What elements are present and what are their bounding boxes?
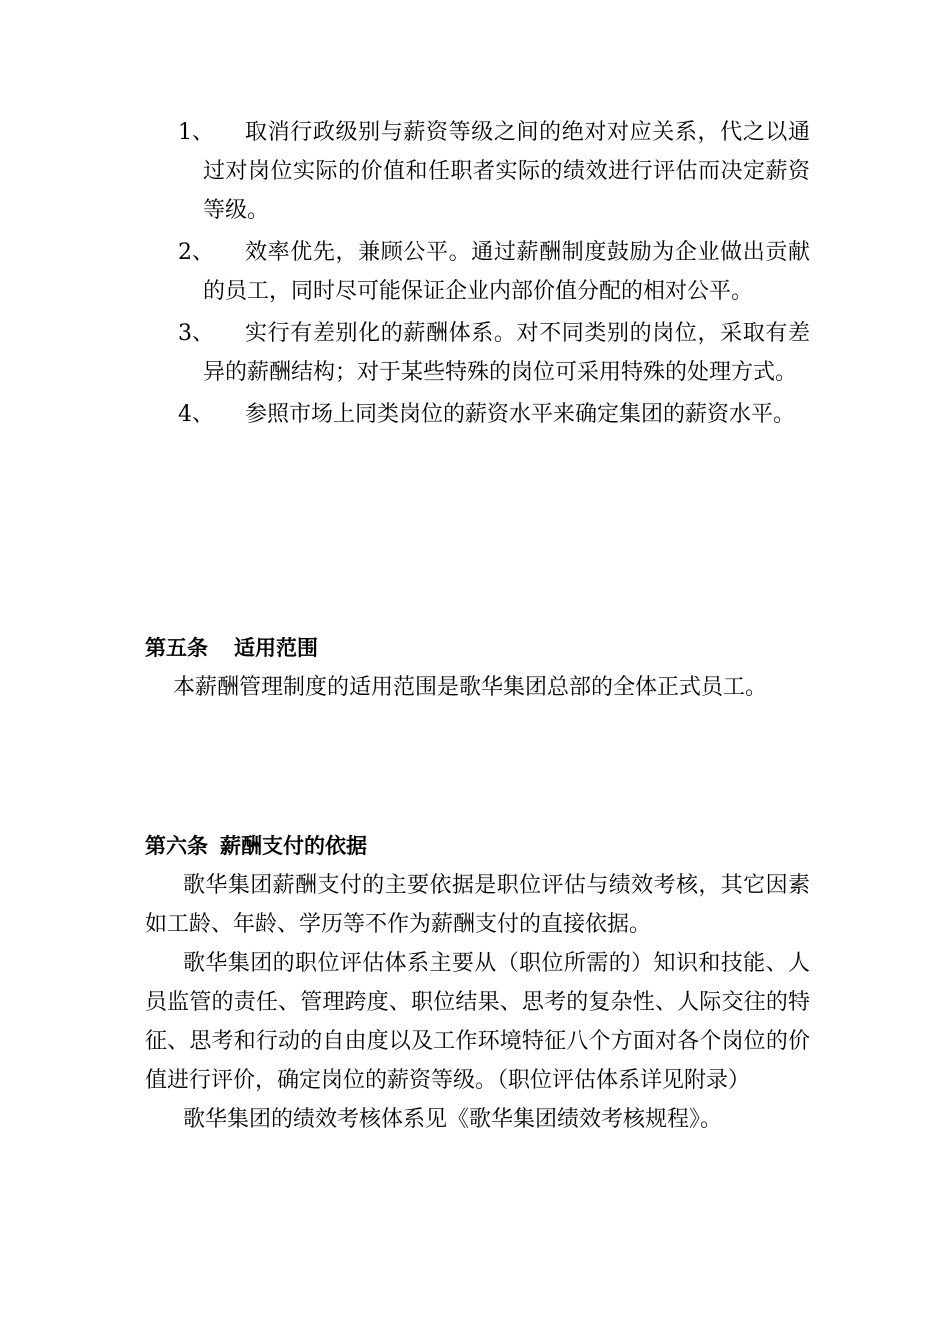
article-title: 适用范围 bbox=[234, 636, 318, 660]
list-item bbox=[178, 395, 810, 434]
list-item bbox=[178, 314, 810, 392]
list-item-number: 1、 bbox=[178, 120, 214, 145]
scope-paragraph: 本薪酬管理制度的适用范围是歌华集团总部的全体正式员工。 bbox=[173, 675, 768, 700]
article-number: 第五条 bbox=[145, 636, 208, 660]
article-number: 第六条 bbox=[145, 834, 208, 858]
list-item-text: 参照市场上同类岗位的薪资水平来确定集团的薪资水平。 bbox=[245, 402, 796, 427]
article-title: 薪酬支付的依据 bbox=[220, 834, 367, 858]
section-heading bbox=[145, 628, 810, 668]
list-item bbox=[178, 233, 810, 311]
principles-list bbox=[178, 113, 810, 437]
list-item-text: 取消行政级别与薪资等级之间的绝对对应关系，代之以通过对岗位实际的价值和任职者实际的绩效进行评估而决定薪资等级。 bbox=[203, 120, 810, 223]
section-scope bbox=[145, 628, 810, 707]
list-item-number: 2、 bbox=[178, 240, 214, 265]
body-paragraph: 歌华集团的绩效考核体系见《歌华集团绩效考核规程》。 bbox=[183, 1107, 723, 1132]
list-item-number: 3、 bbox=[178, 321, 214, 346]
list-item-number: 4、 bbox=[178, 402, 214, 427]
body-paragraph: 歌华集团薪酬支付的主要依据是职位评估与绩效考核，其它因素如工龄、年龄、学历等不作为薪酬支付的直接依据。 bbox=[145, 873, 810, 937]
body-paragraph: 歌华集团的职位评估体系主要从（职位所需的）知识和技能、人员监管的责任、管理跨度、职位结果、思考的复杂性、人际交往的特征、思考和行动的自由度以及工作环境特征八个方面对各个岗位的价值进行评价，确定岗位的薪资等级。（职位评估体系详见附录） bbox=[145, 951, 810, 1093]
section-payment-basis bbox=[145, 826, 810, 1139]
list-item bbox=[178, 113, 810, 230]
section-heading bbox=[145, 826, 810, 866]
list-item-text: 效率优先，兼顾公平。通过薪酬制度鼓励为企业做出贡献的员工，同时尽可能保证企业内部价值分配的相对公平。 bbox=[203, 240, 810, 304]
list-item-text: 实行有差别化的薪酬体系。对不同类别的岗位，采取有差异的薪酬结构；对于某些特殊的岗位可采用特殊的处理方式。 bbox=[203, 321, 810, 385]
